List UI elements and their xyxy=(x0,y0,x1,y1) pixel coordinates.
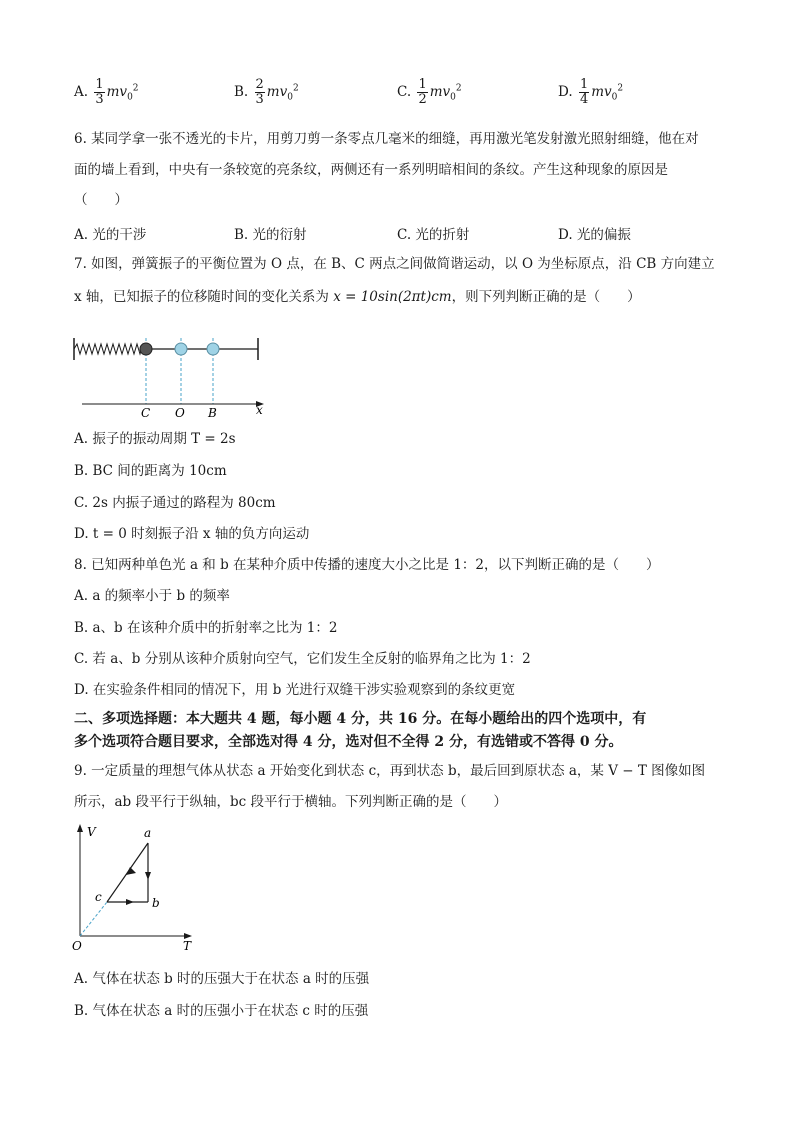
label-t: T xyxy=(183,939,192,953)
label-b: b xyxy=(152,896,160,910)
v-axis-arrow xyxy=(77,824,83,832)
q9-stem-line2: 所示，ab 段平行于纵轴，bc 段平行于横轴。下列判断正确的是（ ） xyxy=(74,794,507,810)
q8-option-d[interactable]: D. 在实验条件相同的情况下，用 b 光进行双缝干涉实验观察到的条纹更宽 xyxy=(74,682,516,698)
dashed-extension xyxy=(80,902,107,936)
label-c: C xyxy=(141,406,151,420)
q7-option-c[interactable]: C. 2s 内振子通过的路程为 80cm xyxy=(74,495,276,511)
q6-option-d[interactable]: D. 光的偏振 xyxy=(558,227,631,243)
fraction: $\frac{1}{3}$ xyxy=(95,77,104,107)
q5-option-b[interactable]: B. $\frac{2}{3}$ $mv_0^2$ xyxy=(234,77,299,107)
arrow-ca xyxy=(126,867,136,875)
q9-option-a[interactable]: A. 气体在状态 b 时的压强大于在状态 a 时的压强 xyxy=(74,971,370,987)
vt-graph-figure xyxy=(70,824,200,954)
arrow-cb xyxy=(126,899,134,905)
fraction: $\frac{1}{2}$ xyxy=(418,77,427,107)
arrow-ab xyxy=(145,872,151,880)
q6-stem-line2: 面的墙上看到，中央有一条较宽的亮条纹，两侧还有一系列明暗相间的条纹。产生这种现象的原因是 xyxy=(74,162,668,178)
ball-b xyxy=(207,343,219,355)
ball-o xyxy=(175,343,187,355)
label-x: x xyxy=(256,403,263,417)
label-v: V xyxy=(87,825,96,839)
section2-heading-line2: 多个选项符合题目要求，全部选对得 4 分，选对但不全得 2 分，有选错或不答得 0 分。 xyxy=(74,734,623,750)
label-o: O xyxy=(175,406,185,420)
q7-stem-line1: 7. 如图，弹簧振子的平衡位置为 O 点，在 B、C 两点之间做简谐运动，以 O 为坐标原点，沿 CB 方向建立 xyxy=(74,256,715,272)
q6-stem-line1: 6. 某同学拿一张不透光的卡片，用剪刀剪一条零点几毫米的细缝，再用激光笔发射激光照射细缝，他在对 xyxy=(74,131,699,147)
fraction: $\frac{2}{3}$ xyxy=(255,77,264,107)
q6-option-a[interactable]: A. 光的干涉 xyxy=(74,227,147,243)
q9-option-b[interactable]: B. 气体在状态 a 时的压强小于在状态 c 时的压强 xyxy=(74,1003,369,1019)
spring-oscillator-figure xyxy=(70,330,280,422)
label-b: B xyxy=(208,406,217,420)
q7-option-b[interactable]: B. BC 间的距离为 10cm xyxy=(74,463,227,479)
section2-heading-line1: 二、多项选择题：本大题共 4 题，每小题 4 分，共 16 分。在每小题给出的四个选项中，有 xyxy=(74,711,647,727)
q9-stem-line1: 9. 一定质量的理想气体从状态 a 开始变化到状态 c，再到状态 b，最后回到原状态 a，某 V − T 图像如图 xyxy=(74,763,706,779)
q5-option-c[interactable]: C. $\frac{1}{2}$ $mv_0^2$ xyxy=(397,77,462,107)
q5-option-a[interactable]: A. $\frac{1}{3}$ $mv_0^2$ xyxy=(74,77,139,107)
spring xyxy=(74,344,146,354)
ball-c xyxy=(140,343,152,355)
q8-stem: 8. 已知两种单色光 a 和 b 在某种介质中传播的速度大小之比是 1：2，以下判断正确的是（ ） xyxy=(74,557,660,573)
q7-option-a[interactable]: A. 振子的振动周期 T = 2s xyxy=(74,431,236,447)
q8-option-a[interactable]: A. a 的频率小于 b 的频率 xyxy=(74,588,230,604)
q8-option-b[interactable]: B. a、b 在该种介质中的折射率之比为 1：2 xyxy=(74,620,338,636)
q6-option-b[interactable]: B. 光的衍射 xyxy=(234,227,307,243)
q7-formula: x = 10sin(2πt)cm xyxy=(333,289,452,305)
q6-paren: （ ） xyxy=(74,192,128,208)
fraction: $\frac{1}{4}$ xyxy=(579,77,589,107)
label-o: O xyxy=(72,939,82,953)
q7-option-d[interactable]: D. t = 0 时刻振子沿 x 轴的负方向运动 xyxy=(74,526,310,542)
q5-option-d[interactable]: D. $\frac{1}{4}$ $mv_0^2$ xyxy=(558,77,624,107)
q7-stem-line2: x 轴，已知振子的位移随时间的变化关系为 x = 10sin(2πt)cm，则下列判断正确的是（ ） xyxy=(74,289,641,305)
label-a: a xyxy=(144,826,152,840)
label-c: c xyxy=(95,890,102,904)
q6-option-c[interactable]: C. 光的折射 xyxy=(397,227,470,243)
q8-option-c[interactable]: C. 若 a、b 分别从该种介质射向空气，它们发生全反射的临界角之比为 1：2 xyxy=(74,651,531,667)
